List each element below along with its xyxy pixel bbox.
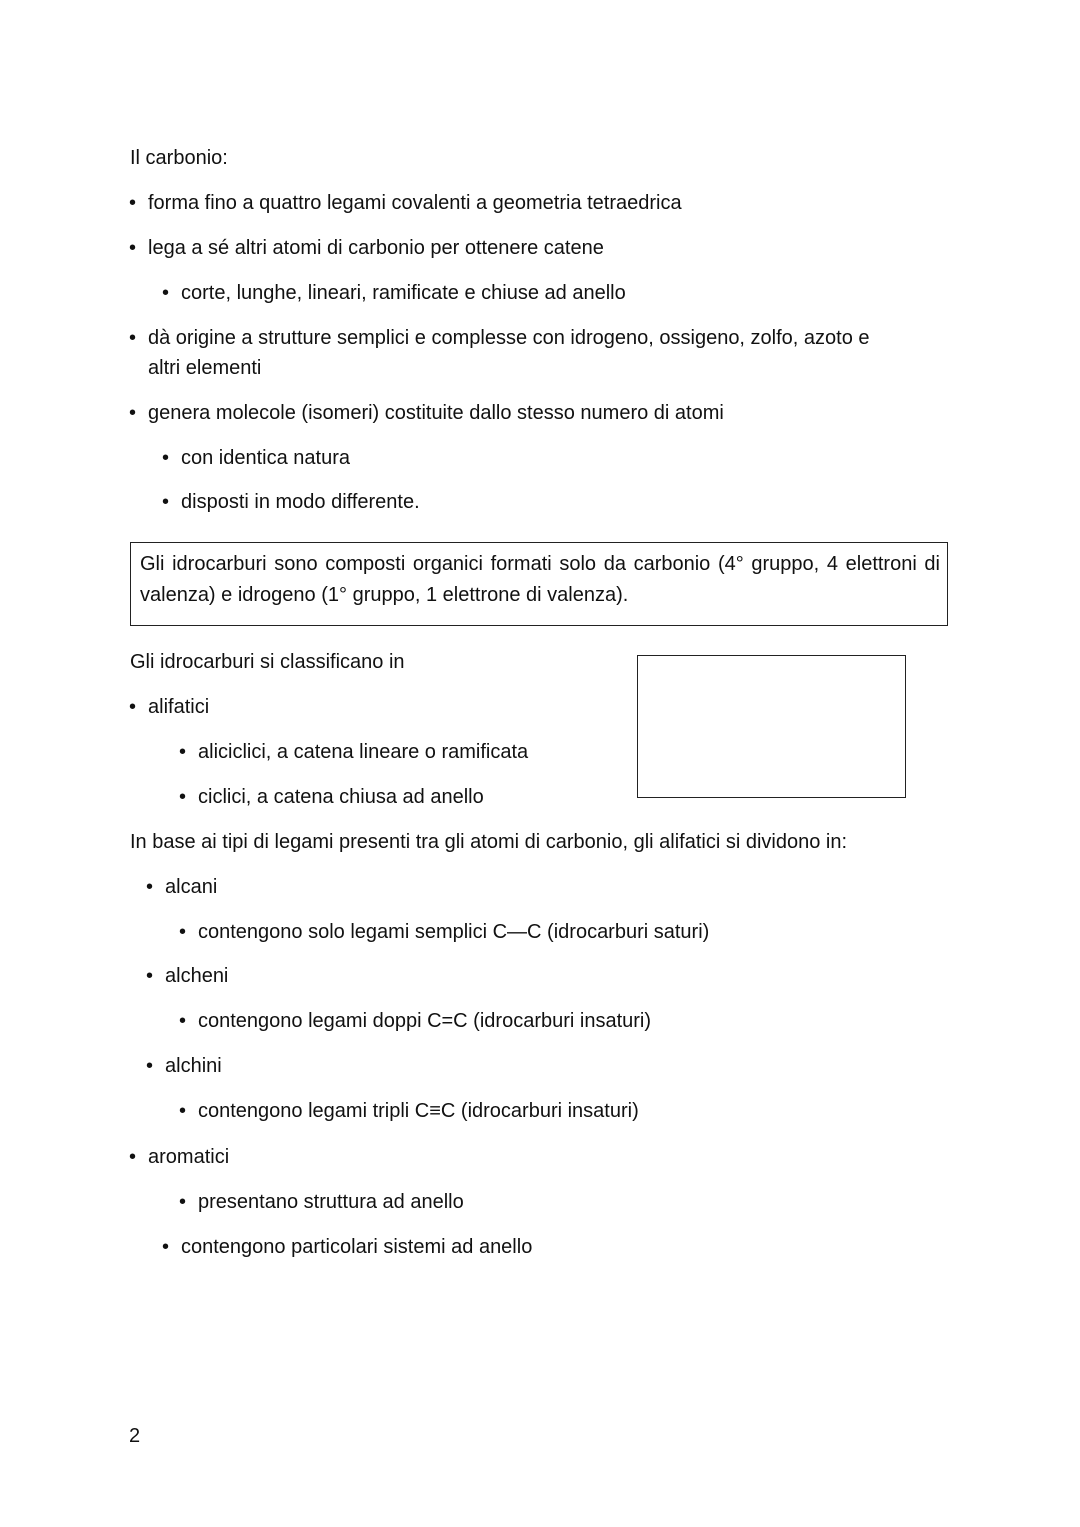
section-heading: Il carbonio: [130,147,228,169]
bullet-point: • [179,1100,187,1122]
list-subitem: presentano struttura ad anello [198,1191,464,1213]
list-subitem: contengono legami tripli C≡C (idrocarburi insaturi) [198,1100,639,1122]
bullet-point: • [146,1055,154,1077]
list-item: alifatici [148,696,210,718]
list-item: dà origine a strutture semplici e complesse con idrogeno, ossigeno, zolfo, azoto e [148,327,870,349]
bullet-point: • [179,786,187,808]
paragraph: In base ai tipi di legami presenti tra gli atomi di carbonio, gli alifatici si dividono in: [130,831,848,853]
bullet-point: • [179,921,187,943]
list-subitem: disposti in modo differente. [181,491,420,513]
bullet-point: • [129,1146,137,1168]
list-item: forma fino a quattro legami covalenti a geometria tetraedrica [148,192,682,214]
list-item-continuation: altri elementi [148,357,262,379]
list-item: genera molecole (isomeri) costituite dallo stesso numero di atomi [148,402,724,424]
bullet-point: • [129,237,137,259]
list-subitem: con identica natura [181,447,351,469]
bullet-point: • [146,965,154,987]
bullet-point: • [162,282,170,304]
bullet-point: • [179,741,187,763]
list-subitem: contengono solo legami semplici C—C (idrocarburi saturi) [198,921,710,943]
list-subitem: corte, lunghe, lineari, ramificate e chiuse ad anello [181,282,626,304]
list-item: aromatici [148,1146,230,1168]
bullet-point: • [179,1010,187,1032]
list-subitem: ciclici, a catena chiusa ad anello [198,786,484,808]
list-item: alchini [165,1055,222,1077]
image-placeholder-box [637,655,906,798]
bullet-point: • [162,491,170,513]
classification-heading: Gli idrocarburi si classificano in [130,651,405,673]
list-item: alcani [165,876,218,898]
list-subitem: aliciclici, a catena lineare o ramificata [198,741,529,763]
list-subitem: contengono legami doppi C=C (idrocarburi insaturi) [198,1010,652,1032]
page-number: 2 [129,1425,141,1447]
bullet-point: • [162,1236,170,1258]
bullet-point: • [129,696,137,718]
bullet-point: • [146,876,154,898]
bullet-point: • [129,327,137,349]
definition-text: Gli idrocarburi sono composti organici formati solo da carbonio (4° gruppo, 4 elettroni di valenza) e idrogeno (1° gruppo, 1 elettrone di valenza). [140,553,940,606]
bullet-point: • [162,447,170,469]
list-item: alcheni [165,965,229,987]
list-subitem: contengono particolari sistemi ad anello [181,1236,533,1258]
list-item: lega a sé altri atomi di carbonio per ottenere catene [148,237,604,259]
bullet-point: • [179,1191,187,1213]
bullet-point: • [129,402,137,424]
bullet-point: • [129,192,137,214]
